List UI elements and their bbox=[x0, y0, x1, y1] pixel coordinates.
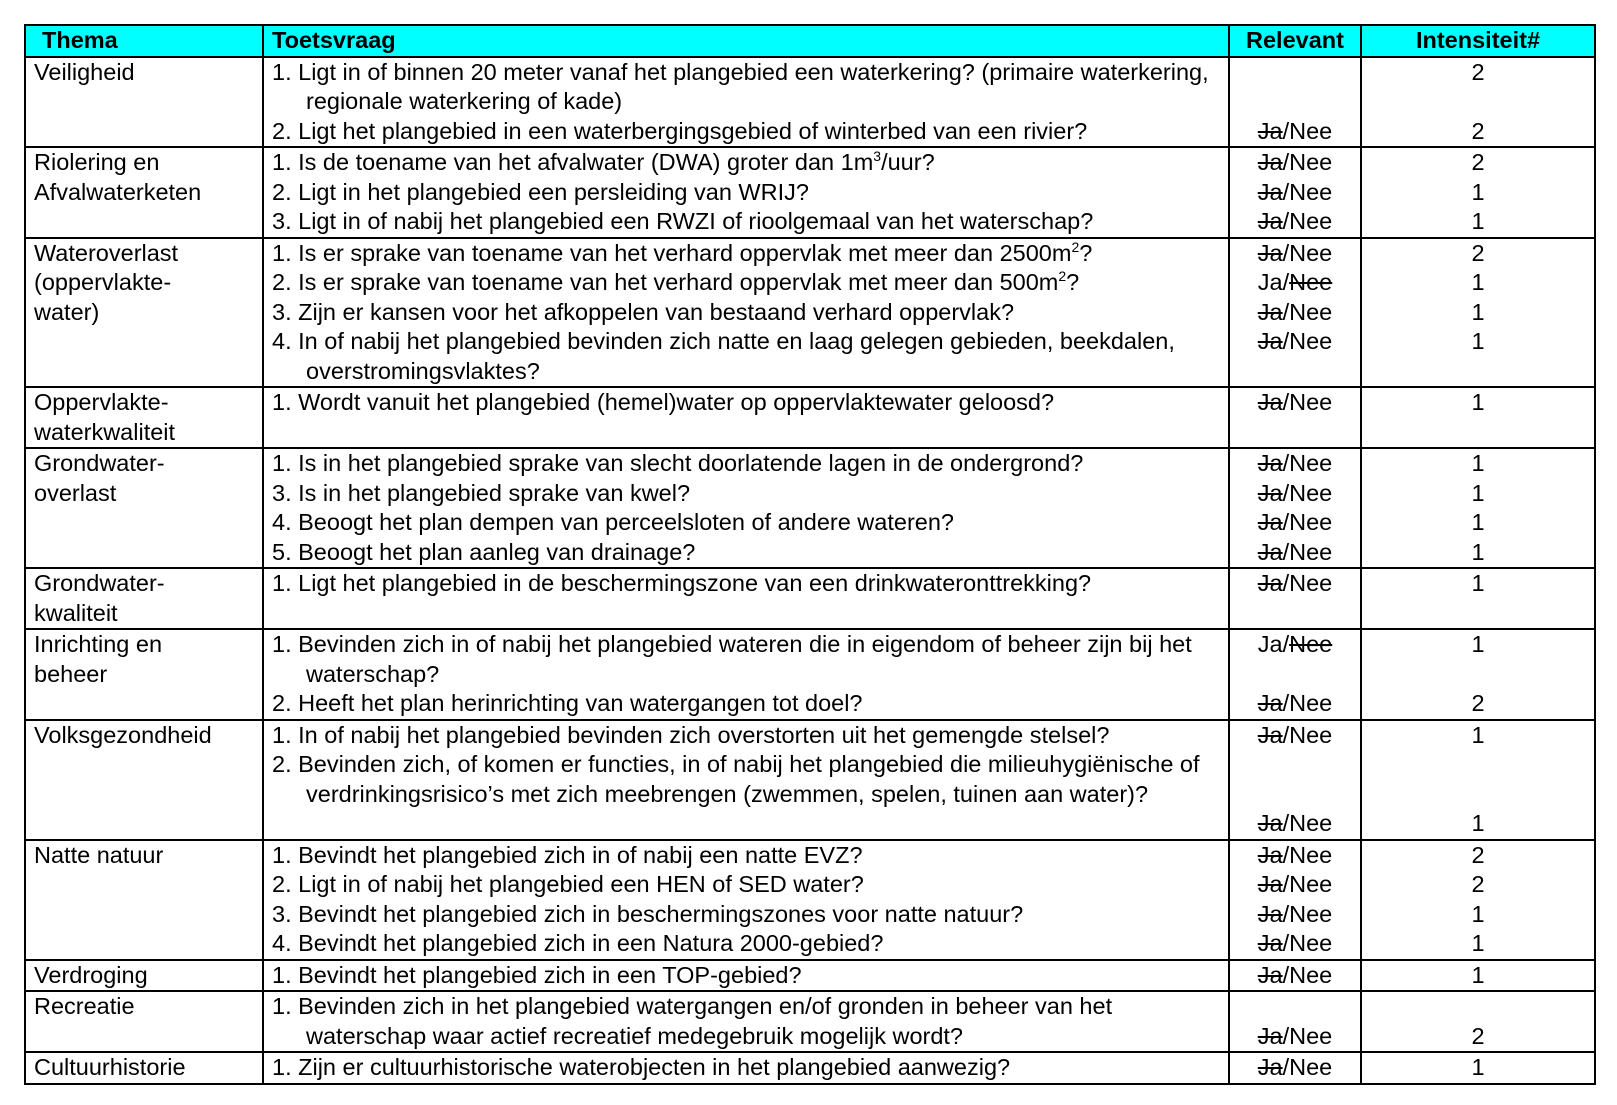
intensiteit-value: 1 bbox=[1471, 721, 1485, 748]
table-row-grondwateroverlast bbox=[25, 448, 1595, 568]
toetsvraag-cell bbox=[263, 57, 1229, 148]
thema-cell bbox=[25, 720, 263, 840]
relevant-answer: Ja/Nee bbox=[1257, 721, 1333, 748]
intensiteit-cell bbox=[1361, 238, 1595, 388]
thema-label: Natte natuur bbox=[34, 841, 164, 868]
relevant-cell bbox=[1229, 387, 1361, 448]
thema-cell bbox=[25, 840, 263, 960]
intensiteit-value: 2 bbox=[1471, 149, 1485, 175]
relevant-answer: Ja/Nee bbox=[1257, 389, 1333, 415]
relevant-answer bbox=[1238, 87, 1352, 117]
relevant-cell bbox=[1229, 840, 1361, 960]
header-relevant: Relevant bbox=[1229, 25, 1361, 57]
thema-cell bbox=[25, 1052, 263, 1084]
intensiteit-cell bbox=[1361, 629, 1595, 720]
intensiteit-cell bbox=[1361, 840, 1595, 960]
toetsvraag-cell bbox=[263, 840, 1229, 960]
question: 1. Zijn er cultuurhistorische waterobjecten in het plangebied aanwezig? bbox=[272, 1054, 1011, 1080]
relevant-answer: Ja/Nee bbox=[1257, 690, 1333, 716]
relevant-answer: Ja/Nee bbox=[1257, 810, 1333, 836]
question: 1. Ligt het plangebied in de beschermingszone van een drinkwateronttrekking? bbox=[272, 570, 1092, 596]
table-row-volksgezondheid bbox=[25, 720, 1595, 840]
question: 1. Bevindt het plangebied zich in een TOP-gebied? bbox=[272, 961, 802, 988]
question: 1. Is de toename van het afvalwater (DWA) groter dan $1m^3$/uur? bbox=[272, 148, 935, 175]
relevant-cell bbox=[1229, 720, 1361, 840]
question: 1. In of nabij het plangebied bevinden zich overstorten uit het gemengde stelsel? bbox=[272, 721, 1110, 748]
thema-label: waterkwaliteit bbox=[34, 418, 176, 445]
intensiteit-cell bbox=[1361, 57, 1595, 148]
intensiteit-value: 1 bbox=[1471, 479, 1485, 506]
thema-label: Inrichting en bbox=[34, 631, 163, 657]
intensiteit-cell bbox=[1361, 387, 1595, 448]
header-toetsvraag: Toetsvraag bbox=[263, 25, 1229, 57]
relevant-cell bbox=[1229, 147, 1361, 238]
table-row-recreatie bbox=[25, 991, 1595, 1052]
header-intensiteit: Intensiteit# bbox=[1361, 25, 1595, 57]
relevant-answer: Ja/Nee bbox=[1257, 298, 1333, 325]
relevant-answer bbox=[1238, 58, 1352, 88]
thema-cell bbox=[25, 568, 263, 629]
toetsvraag-cell bbox=[263, 1052, 1229, 1084]
relevant-cell bbox=[1229, 448, 1361, 568]
question: 2. Ligt het plangebied in een waterbergingsgebied of winterbed van een rivier? bbox=[272, 117, 1088, 144]
intensiteit-value: 1 bbox=[1471, 208, 1485, 234]
table-row-natte-natuur bbox=[25, 840, 1595, 960]
thema-label: Veiligheid bbox=[34, 58, 135, 85]
question: 2. Ligt in het plangebied een persleiding van WRIJ? bbox=[272, 178, 809, 205]
toetsvraag-cell bbox=[263, 629, 1229, 720]
question: 3. Ligt in of nabij het plangebied een RWZI of rioolgemaal van het waterschap? bbox=[272, 208, 1094, 234]
header-row bbox=[25, 25, 1595, 57]
relevant-answer: Ja/Nee bbox=[1257, 450, 1333, 476]
relevant-cell bbox=[1229, 629, 1361, 720]
toetsvraag-cell bbox=[263, 568, 1229, 629]
relevant-answer: Ja/Nee bbox=[1257, 570, 1333, 596]
table-row-oppervlaktewaterkwaliteit bbox=[25, 387, 1595, 448]
toetsvraag-cell bbox=[263, 147, 1229, 238]
question: 1. Is in het plangebied sprake van slecht doorlatende lagen in de ondergrond? bbox=[272, 450, 1084, 476]
relevant-cell bbox=[1229, 960, 1361, 992]
question: 1. Bevinden zich in het plangebied watergangen en/of gronden in beheer van het waterschap waar actief recreatief medegebruik mogelijk wordt? bbox=[272, 993, 1113, 1049]
relevant-answer: Ja/Nee bbox=[1257, 509, 1333, 535]
thema-label: Grondwater- bbox=[34, 570, 165, 596]
thema-cell bbox=[25, 960, 263, 992]
relevant-answer: Ja/Nee bbox=[1257, 631, 1333, 657]
relevant-answer: Ja/Nee bbox=[1257, 239, 1333, 266]
toetsvraag-cell bbox=[263, 720, 1229, 840]
thema-label: Volksgezondheid bbox=[34, 721, 212, 748]
relevant-cell bbox=[1229, 57, 1361, 148]
table-row-veiligheid bbox=[25, 57, 1595, 148]
thema-label: (oppervlakte- bbox=[34, 269, 172, 295]
intensiteit-cell bbox=[1361, 991, 1595, 1052]
intensiteit-cell bbox=[1361, 1052, 1595, 1084]
intensiteit-value: 1 bbox=[1471, 389, 1485, 415]
intensiteit-cell bbox=[1361, 147, 1595, 238]
question: 1. Wordt vanuit het plangebied (hemel)water op oppervlaktewater geloosd? bbox=[272, 389, 1055, 415]
question: 5. Beoogt het plan aanleg van drainage? bbox=[272, 538, 696, 565]
relevant-answer: Ja/Nee bbox=[1257, 900, 1333, 927]
table-row-inrichting-beheer bbox=[25, 629, 1595, 720]
toetsvraag-cell bbox=[263, 960, 1229, 992]
relevant-answer: Ja/Nee bbox=[1257, 871, 1333, 897]
intensiteit-value: 1 bbox=[1471, 509, 1485, 535]
toetsvraag-cell bbox=[263, 387, 1229, 448]
intensiteit-cell bbox=[1361, 960, 1595, 992]
thema-label: Cultuurhistorie bbox=[34, 1054, 186, 1080]
intensiteit-value: 2 bbox=[1471, 239, 1485, 266]
intensiteit-value: 1 bbox=[1471, 450, 1485, 476]
table-row-verdroging bbox=[25, 960, 1595, 992]
table-row-grondwaterkwaliteit bbox=[25, 568, 1595, 629]
question: 1. Ligt in of binnen 20 meter vanaf het plangebied een waterkering? (primaire waterkering, regionale waterkering of kade) bbox=[272, 58, 1209, 114]
toetsvraag-cell bbox=[263, 991, 1229, 1052]
question: 4. Beoogt het plan dempen van perceelsloten of andere wateren? bbox=[272, 509, 954, 535]
question: 1. Bevindt het plangebied zich in of nabij een natte EVZ? bbox=[272, 841, 863, 868]
intensiteit-value: 1 bbox=[1471, 538, 1485, 565]
intensiteit-value: 1 bbox=[1471, 900, 1485, 927]
intensiteit-value: 2 bbox=[1471, 871, 1485, 897]
toetsvraag-cell bbox=[263, 448, 1229, 568]
question: 1. Is er sprake van toename van het verhard oppervlak met meer dan $2500m^2$? bbox=[272, 238, 1093, 266]
intensiteit-value: 1 bbox=[1471, 810, 1485, 836]
question: 2. Ligt in of nabij het plangebied een HEN of SED water? bbox=[272, 871, 864, 897]
intensiteit-cell bbox=[1361, 720, 1595, 840]
question: 2. Is er sprake van toename van het verhard oppervlak met meer dan $500m^2$? bbox=[272, 268, 1080, 295]
relevant-answer: Ja/Nee bbox=[1257, 930, 1333, 956]
thema-label: overlast bbox=[34, 479, 117, 506]
question: 4. Bevindt het plangebied zich in een Natura 2000-gebied? bbox=[272, 930, 884, 956]
table-row-riolering bbox=[25, 147, 1595, 238]
intensiteit-value: 1 bbox=[1471, 570, 1485, 596]
intensiteit-value: 1 bbox=[1471, 328, 1485, 354]
relevant-answer: Ja/Nee bbox=[1257, 538, 1333, 565]
question: 2. Heeft het plan herinrichting van watergangen tot doel? bbox=[272, 690, 863, 716]
question: 1. Bevinden zich in of nabij het plangebied wateren die in eigendom of beheer zijn bij het waterschap? bbox=[272, 631, 1192, 687]
relevant-answer: Ja/Nee bbox=[1257, 1054, 1333, 1080]
thema-cell bbox=[25, 629, 263, 720]
thema-cell bbox=[25, 238, 263, 388]
relevant-answer: Ja/Nee bbox=[1257, 1022, 1333, 1049]
intensiteit-value: 2 bbox=[1471, 58, 1485, 85]
intensiteit-value: 1 bbox=[1471, 269, 1485, 295]
thema-label: Wateroverlast bbox=[34, 239, 179, 266]
thema-cell bbox=[25, 387, 263, 448]
thema-label: Riolering en bbox=[34, 149, 160, 175]
question: 3. Is in het plangebied sprake van kwel? bbox=[272, 479, 691, 506]
intensiteit-cell bbox=[1361, 448, 1595, 568]
thema-label: Verdroging bbox=[34, 961, 148, 988]
relevant-answer: Ja/Nee bbox=[1257, 269, 1333, 295]
intensiteit-value: 2 bbox=[1471, 841, 1485, 868]
thema-label: Recreatie bbox=[34, 993, 135, 1019]
intensiteit-value: 1 bbox=[1471, 178, 1485, 205]
intensiteit-value: 1 bbox=[1471, 930, 1485, 956]
relevant-answer: Ja/Nee bbox=[1257, 149, 1333, 175]
intensiteit-value: 2 bbox=[1471, 1022, 1485, 1049]
relevant-answer: Ja/Nee bbox=[1257, 208, 1333, 234]
intensiteit-value: 1 bbox=[1471, 1054, 1485, 1080]
intensiteit-cell bbox=[1361, 568, 1595, 629]
thema-label: water) bbox=[34, 298, 100, 325]
intensiteit-value: 1 bbox=[1471, 298, 1485, 325]
relevant-answer: Ja/Nee bbox=[1257, 479, 1333, 506]
relevant-answer: Ja/Nee bbox=[1257, 841, 1333, 868]
relevant-answer: Ja/Nee bbox=[1257, 117, 1333, 144]
intensiteit-value: 2 bbox=[1471, 690, 1485, 716]
relevant-cell bbox=[1229, 1052, 1361, 1084]
question: 2. Bevinden zich, of komen er functies, in of nabij het plangebied die milieuhygiënische of verdrinkingsrisico’s met zich meebrengen (zwemmen, spelen, tuinen aan water)? bbox=[272, 751, 1200, 807]
thema-label: beheer bbox=[34, 660, 108, 687]
thema-cell bbox=[25, 57, 263, 148]
document-page bbox=[24, 24, 1594, 1085]
toetsvraag-cell bbox=[263, 238, 1229, 388]
relevant-cell bbox=[1229, 568, 1361, 629]
question: 4. In of nabij het plangebied bevinden zich natte en laag gelegen gebieden, beekdalen, overstromingsvlaktes? bbox=[272, 328, 1175, 384]
question: 3. Zijn er kansen voor het afkoppelen van bestaand verhard oppervlak? bbox=[272, 298, 1015, 325]
intensiteit-value: 1 bbox=[1471, 631, 1485, 657]
thema-label: Oppervlakte- bbox=[34, 389, 169, 415]
thema-label: kwaliteit bbox=[34, 599, 118, 626]
intensiteit-value: 1 bbox=[1471, 961, 1485, 988]
thema-cell bbox=[25, 991, 263, 1052]
relevant-answer: Ja/Nee bbox=[1257, 961, 1333, 988]
intensiteit-value: 2 bbox=[1471, 117, 1485, 144]
thema-cell bbox=[25, 448, 263, 568]
thema-cell bbox=[25, 147, 263, 238]
question: 3. Bevindt het plangebied zich in beschermingszones voor natte natuur? bbox=[272, 900, 1024, 927]
table-row-wateroverlast bbox=[25, 238, 1595, 388]
thema-label: Afvalwaterketen bbox=[34, 178, 202, 205]
relevant-answer: Ja/Nee bbox=[1257, 178, 1333, 205]
relevant-answer: Ja/Nee bbox=[1257, 328, 1333, 354]
thema-label: Grondwater- bbox=[34, 450, 165, 476]
header-thema: Thema bbox=[25, 25, 263, 57]
relevant-cell bbox=[1229, 238, 1361, 388]
watertoets-table bbox=[24, 24, 1596, 1085]
table-row-cultuurhistorie bbox=[25, 1052, 1595, 1084]
relevant-cell bbox=[1229, 991, 1361, 1052]
